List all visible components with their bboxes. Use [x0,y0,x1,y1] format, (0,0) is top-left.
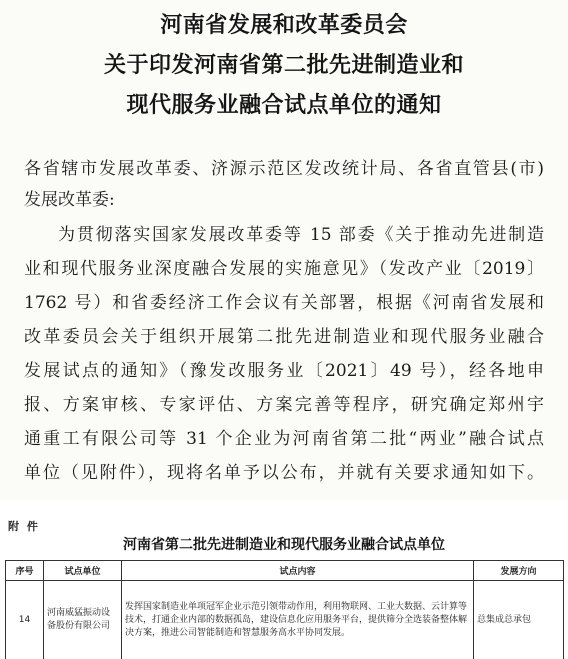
body-text-line-2: 业和现代服务业深度融合发展的实施意见》（发改产业〔2019〕 [24,259,544,279]
header-unit: 试点单位 [44,561,122,581]
cell-unit: 河南威猛振动设备股份有限公司 [44,581,122,659]
header-serial: 序号 [6,561,44,581]
addressee-line-1: 各省辖市发展改革委、济源示范区发改统计局、各省直管县(市) [24,159,544,179]
body-text-line-7: 通重工有限公司等 31 个企业为河南省第二批“两业”融合试点 [24,429,544,449]
attachment-label: 附 件 [8,520,40,533]
body-text-line-4: 改革委员会关于组织开展第二批先进制造业和现代服务业融合 [24,327,544,347]
header-direction: 发展方向 [474,561,564,581]
header-content: 试点内容 [122,561,474,581]
table-header-row [6,561,564,581]
body-text-line-1: 为贯彻落实国家发展改革委等 15 部委《关于推动先进制造 [58,225,544,245]
page-gap [0,500,568,510]
cell-direction: 总集成总承包 [474,581,564,659]
cell-serial: 14 [6,581,44,659]
body-text-line-8: 单位（见附件），现将名单予以公布，并就有关要求通知如下。 [24,463,544,483]
document-title-line-3: 现代服务业融合试点单位的通知 [126,93,442,118]
body-text-line-3: 1762 号）和省委经济工作会议有关部署，根据《河南省发展和 [24,293,544,313]
body-text-line-5: 发展试点的通知》（豫发改服务业〔2021〕49 号），经各地申 [24,361,544,381]
body-text-line-6: 报、方案审核、专家评估、方案完善等程序，研究确定郑州宇 [24,395,544,415]
cell-content: 发挥国家制造业单项冠军企业示范引领带动作用，利用物联网、工业大数据、云计算等技术，打通企业内部的数据孤岛，建设信息化应用服务平台，提供筛分全选装备整体解决方案，推进公司智能制造和智慧服务高水平协同发展。 [122,581,474,659]
pilot-units-table [5,560,564,659]
attachment-table-title: 河南省第二批先进制造业和现代服务业融合试点单位 [123,537,445,553]
document-title-line-2: 关于印发河南省第二批先进制造业和 [103,53,464,78]
addressee-line-2: 发展改革委: [24,190,115,210]
document-title-line-1: 河南省发展和改革委员会 [160,13,408,38]
table-row [6,581,564,659]
attachment-section [0,510,568,659]
